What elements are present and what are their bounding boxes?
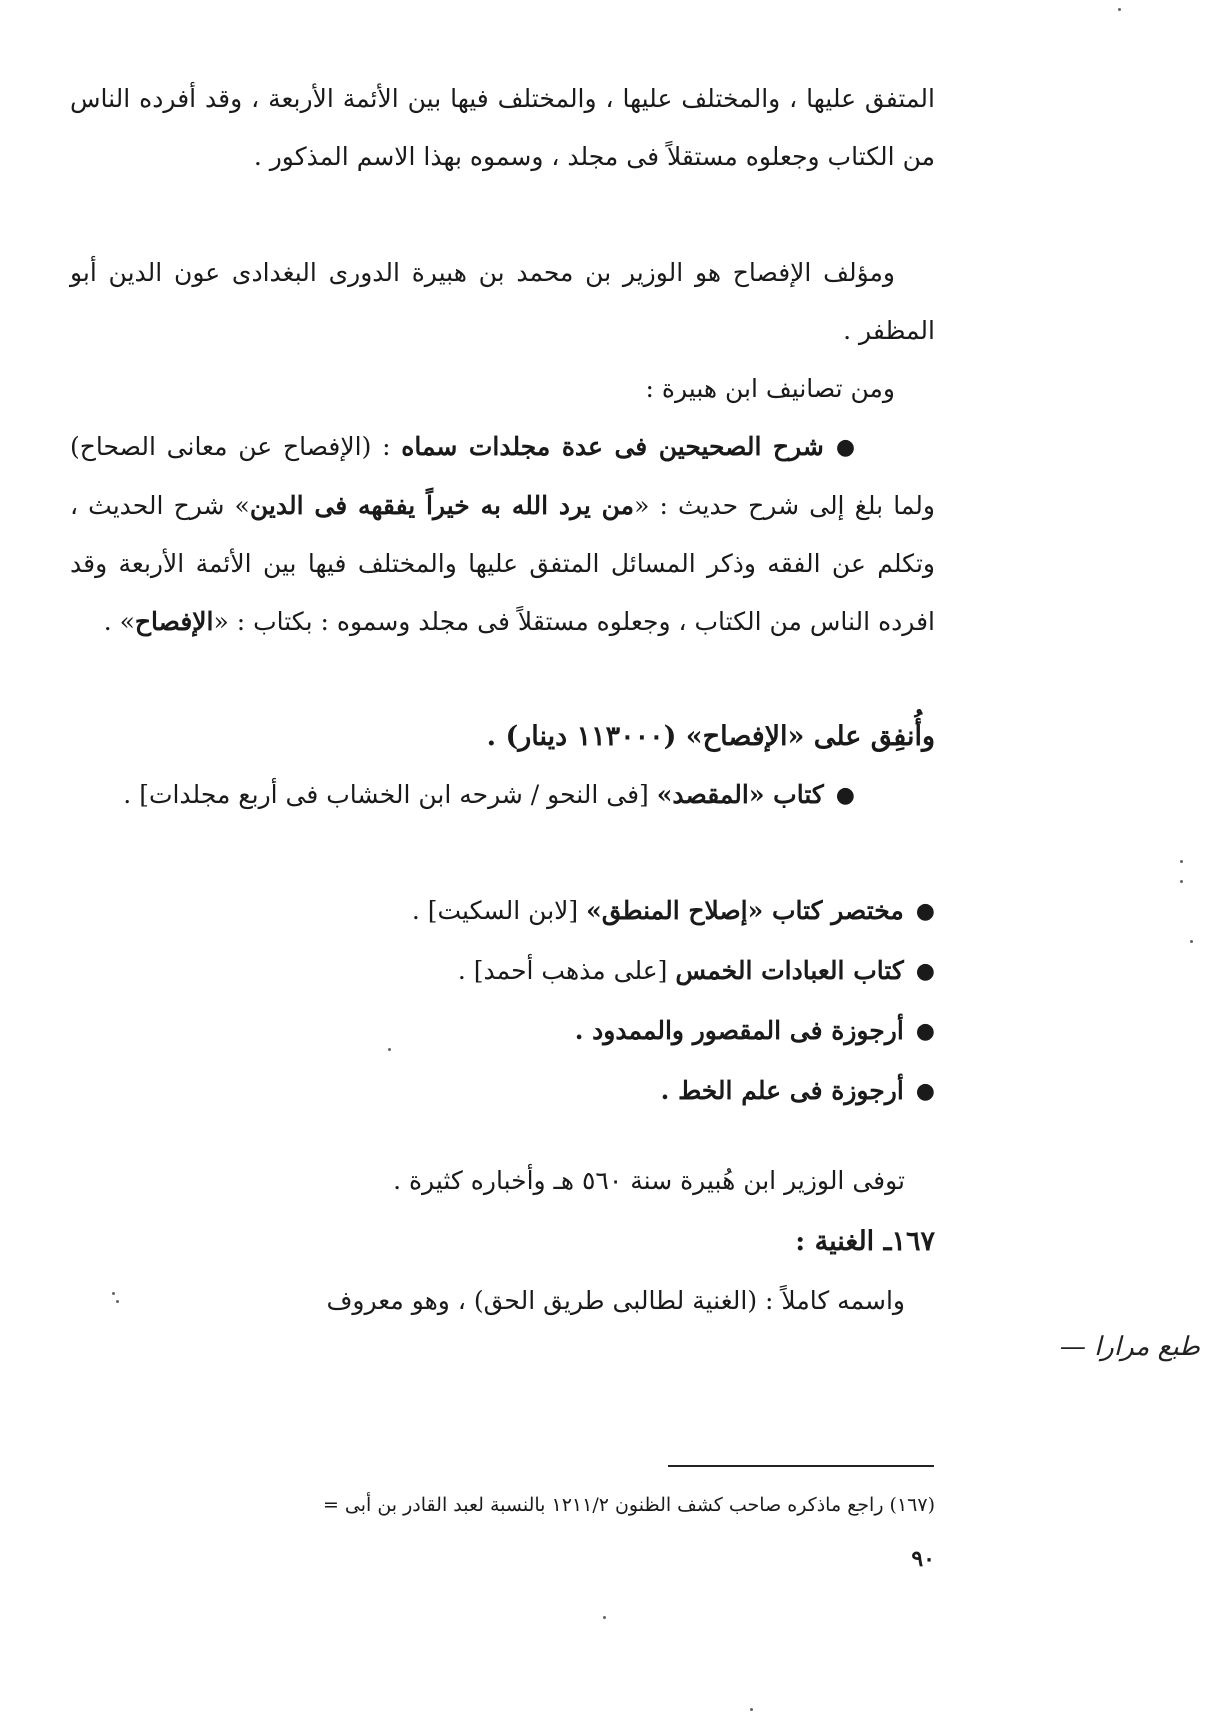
works-intro-text: ومن تصانيف ابن هبيرة : xyxy=(645,374,895,403)
bullet-icon: ● xyxy=(915,1019,935,1044)
paragraph-author xyxy=(70,244,935,360)
scan-speck xyxy=(1190,940,1193,943)
entry-heading xyxy=(795,1213,935,1271)
scan-speck xyxy=(1180,880,1183,883)
entry-heading-text: ١٦٧ـ الغنية : xyxy=(795,1226,935,1257)
work-title: شرح الصحيحين فى عدة مجلدات سماه xyxy=(401,432,824,461)
work-item-urjuza-maqsur xyxy=(575,1002,935,1061)
scan-speck xyxy=(750,1708,753,1711)
work-title: أرجوزة فى علم الخط . xyxy=(660,1076,904,1105)
bullet-icon: ● xyxy=(835,435,856,460)
spending-note xyxy=(487,708,935,766)
footnote-text: (١٦٧) راجع ماذكره صاحب كشف الظنون ١٢١١/٢ بالنسبة لعبد القادر بن أبى = xyxy=(322,1494,935,1516)
handwritten-margin-note xyxy=(1030,1332,1200,1362)
scan-speck xyxy=(112,1292,115,1295)
paragraph-intro xyxy=(70,70,935,186)
spending-note-text: وأُنفِق على «الإفصاح» (١١٣٠٠٠ دينار) . xyxy=(486,721,935,752)
work-item-sharh xyxy=(70,418,935,651)
work-description: [لابن السكيت] . xyxy=(411,896,587,925)
bullet-icon: ● xyxy=(915,1079,935,1104)
death-note xyxy=(393,1152,905,1210)
works-intro xyxy=(70,360,935,418)
work-description: » . xyxy=(103,607,135,636)
bullet-icon: ● xyxy=(915,899,935,924)
work-description: [فى النحو / شرحه ابن الخشاب فى أربع مجلدات] . xyxy=(123,780,657,809)
death-note-text: توفى الوزير ابن هُبيرة سنة ٥٦٠ هـ وأخباره كثيرة . xyxy=(393,1166,905,1195)
book-name: الإفصاح xyxy=(134,607,214,636)
entry-text xyxy=(327,1272,905,1330)
work-description: » شرح الحديث ، وتكلم عن الفقه وذكر المسائل المتفق عليها والمختلف فيها بين الأئمة الأربعة وقد افرده الناس من الكتاب ، وجعلوه مستقلاً فى مجلد وسموه : بكتاب : « xyxy=(70,491,935,636)
scan-speck xyxy=(603,1616,606,1619)
hadith-quote: من يرد الله به خيراً يفقهه فى الدين xyxy=(249,491,635,520)
bullet-icon: ● xyxy=(835,783,855,808)
paragraph-intro-text: المتفق عليها ، والمختلف عليها ، والمختلف فيها بين الأئمة الأربعة ، وقد أفرده الناس من الكتاب وجعلوه مستقلاً فى مجلد ، وسموه بهذا الاسم المذكور . xyxy=(70,84,935,171)
work-description: [على مذهب أحمد] . xyxy=(457,956,676,985)
paragraph-author-text: ومؤلف الإفصاح هو الوزير بن محمد بن هبيرة الدورى البغدادى عون الدين أبو المظفر . xyxy=(70,258,935,345)
footnote-divider xyxy=(668,1465,934,1467)
bullet-icon: ● xyxy=(915,959,935,984)
page-number-text: ٩٠ xyxy=(911,1546,935,1572)
footnote xyxy=(70,1488,935,1522)
work-item-urjuza-khatt xyxy=(661,1062,935,1121)
entry-text-content: واسمه كاملاً : (الغنية لطالبى طريق الحق) ، وهو معروف xyxy=(326,1286,905,1315)
scan-speck xyxy=(116,1300,119,1303)
scan-speck xyxy=(1118,8,1121,11)
work-title: كتاب العبادات الخمس xyxy=(675,956,904,985)
work-item-ibadat xyxy=(458,942,935,1001)
work-item-islah xyxy=(412,882,935,941)
work-title: أرجوزة فى المقصور والممدود . xyxy=(574,1016,904,1045)
work-item-maqsad xyxy=(70,766,935,825)
work-description: : (الإفصاح عن معانى الصحاح) ولما بلغ إلى شرح حديث : « xyxy=(70,432,935,520)
work-title: مختصر كتاب «إصلاح المنطق» xyxy=(586,896,904,925)
work-title: كتاب «المقصد» xyxy=(656,780,824,809)
page-number xyxy=(911,1546,935,1572)
margin-note-text: طبع مرارا — xyxy=(1059,1332,1200,1362)
scan-speck xyxy=(1180,860,1183,863)
scan-speck xyxy=(388,1048,391,1051)
